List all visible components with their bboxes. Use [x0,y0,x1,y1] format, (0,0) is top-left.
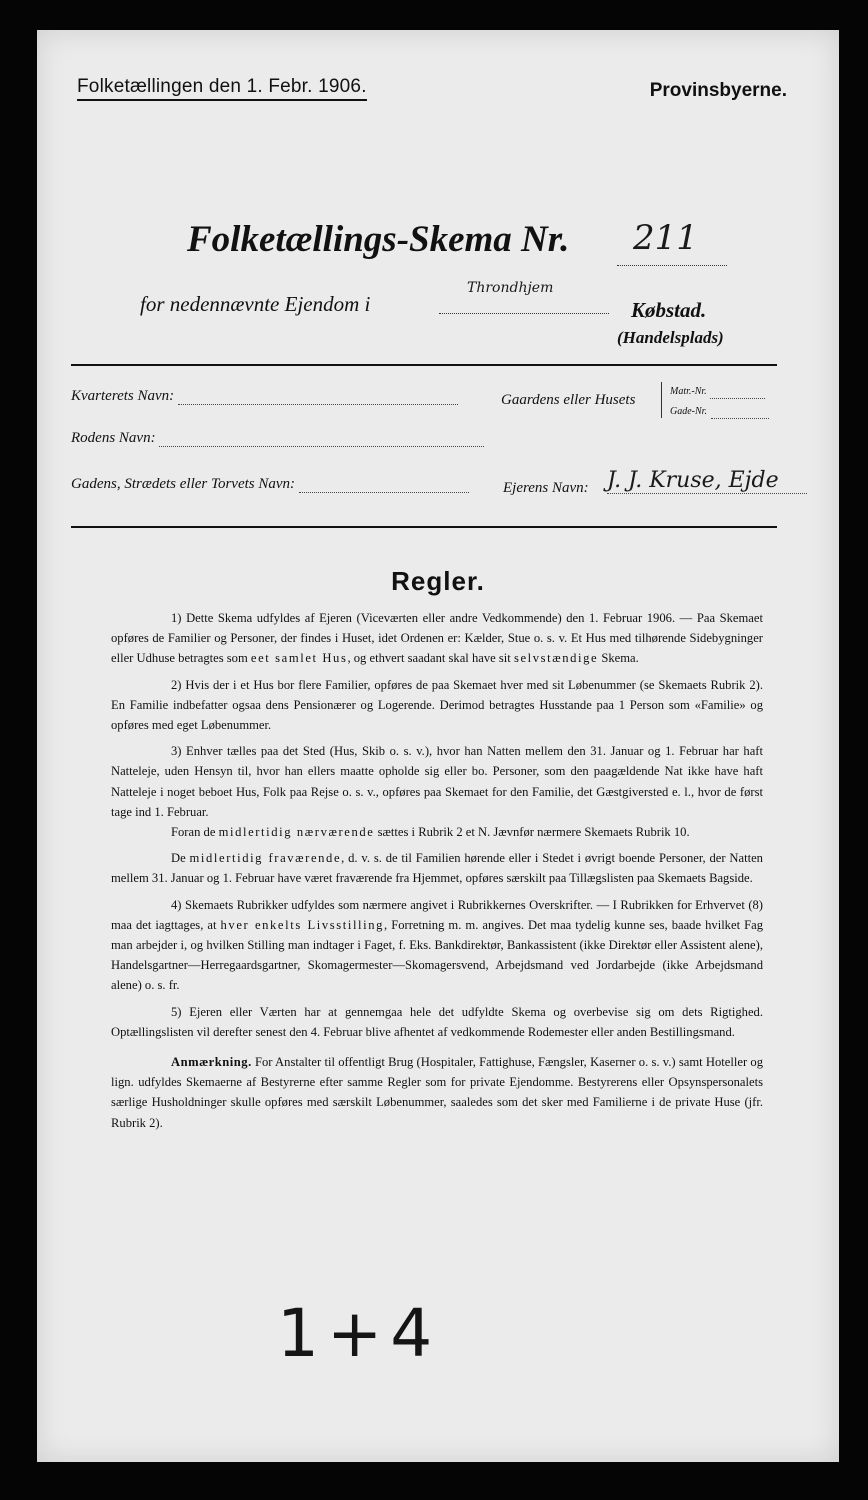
owner-name-handwritten: J. J. Kruse, Ejde [607,468,807,494]
gaard-field [501,392,635,409]
rode-line [159,432,484,447]
rule-1-spaced-1: eet samlet Hus [250,651,348,666]
remark-text: For Anstalter til offentligt Brug (Hospitaler, Fattighuse, Fængsler, Kaserner o. s. v.) samt Hoteller og lign. udfyldes Skemaerne af Bestyrerne efter samme Regler som for private Ejendomme. Bestyrerens eller Opsynspersonalets særlige Husholdninger skulle opføres med særskilt Løbenummer, saaledes som det sker med Familierne i de private Huse (jfr. Rubrik 2). [111,1055,763,1130]
kvarter-label: Kvarterets Navn: [71,388,175,404]
census-date-header: Folketællingen den 1. Febr. 1906. [77,76,367,101]
rules-heading: Regler. [391,566,485,596]
form-title: Folketællings-Skema Nr. [187,219,570,260]
rule-4 [111,895,763,996]
rule-1 [111,608,763,669]
ejer-field [503,480,589,497]
ejer-label: Ejerens Navn: [503,480,589,496]
rule-1-text-c: Skema. [601,651,639,666]
rule-3c-text-a: De [171,851,186,866]
top-divider [71,364,777,366]
rule-1-text-a: 1) Dette Skema udfyldes af Ejeren (Viceværten eller andre Vedkommende) den 1. Februar 1906. — Paa Skemaet opføres de Familier og Personer, der findes i Huset, idet Ordenen er: Kælder, Stue o. s. v. Et Hus med tilhørende Sidebygninger eller Udhuse betragtes som [111,611,763,666]
town-name-handwritten: Throndhjem [439,280,609,314]
region-header: Provinsbyerne. [649,80,787,101]
matr-line [710,388,765,399]
rode-label: Rodens Navn: [71,430,156,446]
rule-3c-text-b: , d. v. s. de til Familien hørende eller i Stedet i øvrigt boende Personer, der Natten mellem 31. Januar og 1. Februar have været fraværende fra Hjemmet, opføres særskilt paa Tillægslisten paa Skemaets Bagside. [111,851,763,886]
gade-label: Gadens, Strædets eller Torvets Navn: [71,476,296,492]
gade-nr-line [711,408,769,419]
gade-line [299,478,469,493]
rule-3c-spaced: midlertidig fraværende [189,851,342,866]
kvarter-field [71,388,458,405]
gade-nr-field [670,402,769,419]
rule-3-nearby [111,822,763,842]
rule-3: 3) Enhver tælles paa det Sted (Hus, Skib o. s. v.), hvor han Natten mellem den 31. Januar og 1. Februar har haft Natteleje, uden Hensyn til, hvor han ellers maatte opholde sig eller bo. Personer, som den paagældende Nat ikke have haft Natteleje i noget beboet Hus, Folk paa Rejse o. s. v., opføres paa Skemaet for den Familie, det Gæstgiversted e. l., hvor de først tage ind 1. Februar. [111,744,763,819]
kobstad-label: Købstad. [631,298,707,322]
rule-5: 5) Ejeren eller Værten har at gennemgaa hele det udfyldte Skema og overbevise sig om dets Rigtighed. Optællingslisten vil derefter senest den 4. Februar blive afhentet af vedkommende Rodemester eller anden Bestillingsmand. [111,1004,763,1039]
handwritten-count-note: 1+4 [277,1295,441,1372]
rule-3b-text-b: sættes i Rubrik 2 et N. Jævnfør nærmere Skemaets Rubrik 10. [377,825,690,840]
rule-1-spaced-2: selvstændige [513,651,599,666]
gade-nr-label: Gade-Nr. [670,406,707,417]
rule-3b-spaced: midlertidig nærværende [218,825,375,840]
rule-2: 2) Hvis der i et Hus bor flere Familier, opføres de paa Skemaet hver med sit Løbenummer (se Skemaets Rubrik 2). En Familie indbefatter ogsaa dens Pensionærer og Logerende. Derimod betragtes Husstande paa 1 Person som «Familie» og opføres med eget Løbenummer. [111,677,763,733]
rules-text [111,608,763,1139]
rule-1-text-b: , og ethvert saadant skal have sit [347,651,511,666]
rule-3-absent [111,848,763,888]
remark-label: Anmærkning. [171,1055,252,1070]
handelsplads-label: (Handelsplads) [617,328,724,347]
rule-4-text-b: , Forretning m. m. angives. Det maa tydelig kunne ses, baade hvilket Fag man arbejder i, og hvilken Stilling man indtager i Faget, f. Eks. Bankdirektør, Bankassistent (ikke Direktør eller Assistent alene), Handelsgartner—Herregaardsgartner, Skomagermester—Skomagersvend, Arbejdsmand ved Jordarbejde (ikke Arbejdsmand alene) o. s. fr. [111,917,764,993]
rule-3b-text-a: Foran de [171,825,216,840]
schema-number-handwritten: 211 [617,218,727,266]
kvarter-line [178,390,458,405]
form-subtitle: for nedennævnte Ejendom i [140,292,371,316]
matr-field [670,382,765,399]
gaard-brace [661,382,664,418]
gaard-label: Gaardens eller Husets [501,392,636,408]
gade-field [71,476,469,493]
rule-4-text-a: 4) Skemaets Rubrikker udfyldes som nærmere angivet i Rubrikkernes Overskrifter. — I Rubrikken for Erhvervet (8) maa det iagttages, at [111,897,763,932]
rode-field [71,430,484,447]
bottom-divider [71,526,777,528]
census-form-page [37,30,839,1462]
rule-4-spaced: hver enkelts Livsstilling [220,917,385,932]
matr-label: Matr.-Nr. [670,386,707,397]
remark [111,1052,763,1133]
